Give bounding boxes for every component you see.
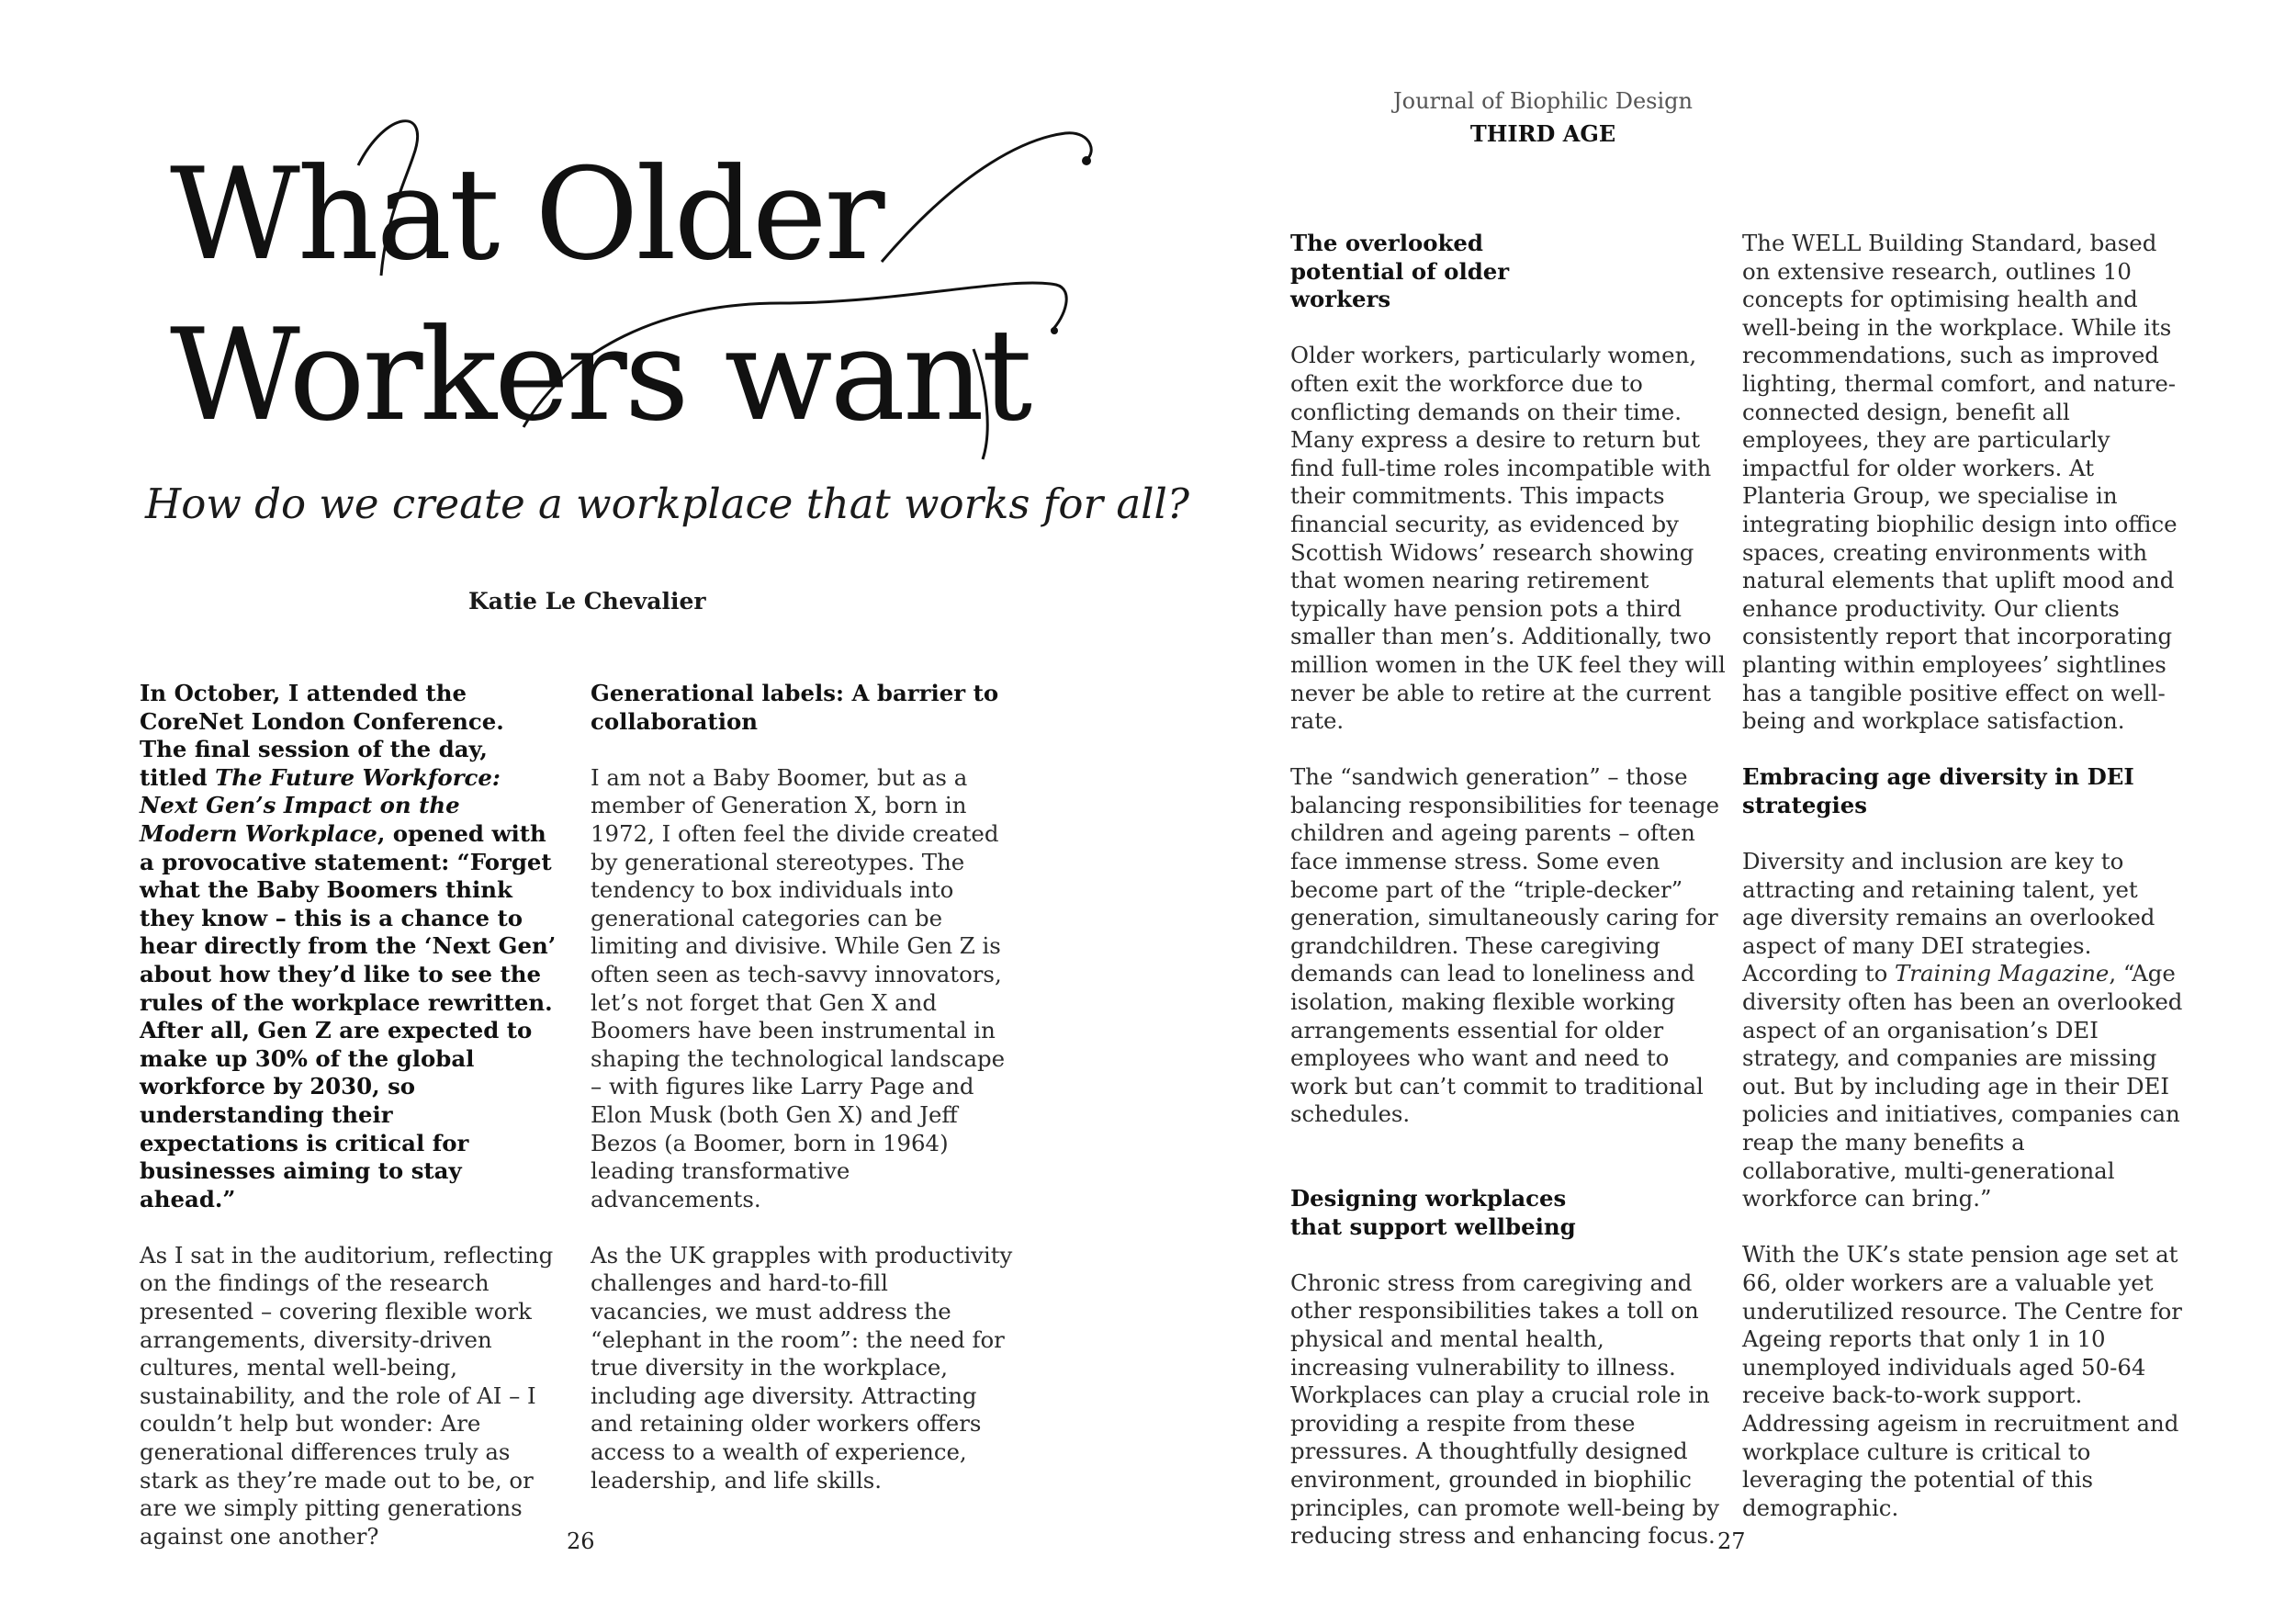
paragraph: Older workers, particularly women, often exit the workforce due to conflicting demands on their time. Many express a desire to return but find full-time roles incompatible with their commitments. This impacts financial security, as evidenced by Scottish Widows’ research showing that women nearing retirement typically have pension pots a third smaller than men’s. Additionally, two million women in the UK feel they will never be able to retire at the current rate. — [1290, 342, 1726, 735]
paragraph: As I sat in the auditorium, reflecting on the findings of the research presented – covering flexible work arrangements, diversity-driven cultures, mental well-being, sustainability, and the role of AI – I couldn’t help but wonder: Are generational differences truly as stark as they’re made out to be, or are we simply pitting generations against one another? — [140, 1241, 554, 1550]
page-number-right: 27 — [1717, 1528, 1746, 1554]
article-author: Katie Le Chevalier — [468, 588, 706, 615]
page-number-left: 26 — [567, 1528, 595, 1554]
section-heading: Generational labels: A barrier to collaboration — [591, 680, 999, 735]
paragraph: As the UK grapples with productivity challenges and hard-to-fill vacancies, we must address the “elephant in the room”: the need for true diversity in the workplace, including age diversity. Attracting and retaining older workers offers access to a wealth of experience, leadership, and life skills. — [591, 1241, 1013, 1494]
paragraph: The “sandwich generation” – those balancing responsibilities for teenage children and ageing parents – often face immense stress. Some even become part of the “triple-decker” generation, simultaneously caring for grandchildren. These caregiving demands can lead to loneliness and isolation, making flexible working arrangements essential for older employees who want and need to work but can’t commit to traditional schedules. — [1290, 763, 1720, 1128]
paragraph: I am not a Baby Boomer, but as a member of Generation X, born in 1972, I often feel the divide created by generational stereotypes. The tendency to box individuals into generational categories can be limiting and divisive. While Gen Z is often seen as tech-savvy innovators, let’s not forget that Gen X and Boomers have been instrumental in shaping the technological landscape – with figures like Larry Page and Elon Musk (both Gen X) and Jeff Bezos (a Boomer, born in 1964) leading transformative advancements. — [591, 763, 1006, 1212]
journal-name: Journal of Biophilic Design — [1393, 88, 1693, 114]
article-subtitle: How do we create a workplace that works for all? — [145, 479, 1190, 528]
lead-paragraph: In October, I attended the CoreNet London Conference. The final session of the day, titled The Future Workforce: Next Gen’s Impact on the Modern Workplace, opened with a provocative statement: “Forget what the Baby Boomers think they know – this is a chance to hear directly from the ‘Next Gen’ about how they’d like to see the rules of the workplace rewritten. After all, Gen Z are expected to make up 30% of the global workforce by 2030, so understanding their expectations is critical for businesses aiming to stay ahead.” — [140, 680, 557, 1212]
section-label: THIRD AGE — [1469, 120, 1616, 147]
article-title-line-1: What Older — [170, 141, 883, 288]
column-1 — [140, 680, 557, 1579]
column-2 — [591, 680, 1013, 1523]
column-4 — [1742, 230, 2185, 1551]
section-heading: The overlooked potential of older workers — [1290, 230, 1510, 313]
paragraph: Chronic stress from caregiving and other responsibilities takes a toll on physical and mental health, increasing vulnerability to illness. Workplaces can play a crucial role in providing a respite from these pressures. A thoughtfully designed environment, grounded in biophilic principles, can promote well-being by reducing stress and enhancing focus. — [1290, 1269, 1720, 1550]
paragraph: Diversity and inclusion are key to attracting and retaining talent, yet age diversity remains an overlooked aspect of many DEI strategies. According to Training Magazine, “Age diversity often has been an overlooked aspect of an organisation’s DEI strategy, and companies are missing out. But by including age in their DEI policies and initiatives, companies can reap the many benefits a collaborative, multi-generational workforce can bring.” — [1742, 848, 2183, 1212]
section-heading: Designing workplaces that support wellbeing — [1290, 1185, 1576, 1240]
section-heading: Embracing age diversity in DEI strategies — [1742, 763, 2134, 818]
paragraph: With the UK’s state pension age set at 66, older workers are a valuable yet underutilized resource. The Centre for Ageing reports that only 1 in 10 unemployed individuals aged 50-64 receive back-to-work support. Addressing ageism in recruitment and workplace culture is critical to leveraging the potential of this demographic. — [1742, 1241, 2182, 1521]
column-3 — [1290, 230, 1727, 1578]
paragraph: The WELL Building Standard, based on extensive research, outlines 10 concepts for optimising health and well-being in the workplace. While its recommendations, such as improved lighting, thermal comfort, and nature-connected design, benefit all employees, they are particularly impactful for older workers. At Planteria Group, we specialise in integrating biophilic design into office spaces, creating environments with natural elements that uplift mood and enhance productivity. Our clients consistently report that incorporating planting within employees’ sightlines has a tangible positive effect on well-being and workplace satisfaction. — [1742, 230, 2178, 735]
article-title-line-2: Workers want — [170, 301, 1030, 449]
